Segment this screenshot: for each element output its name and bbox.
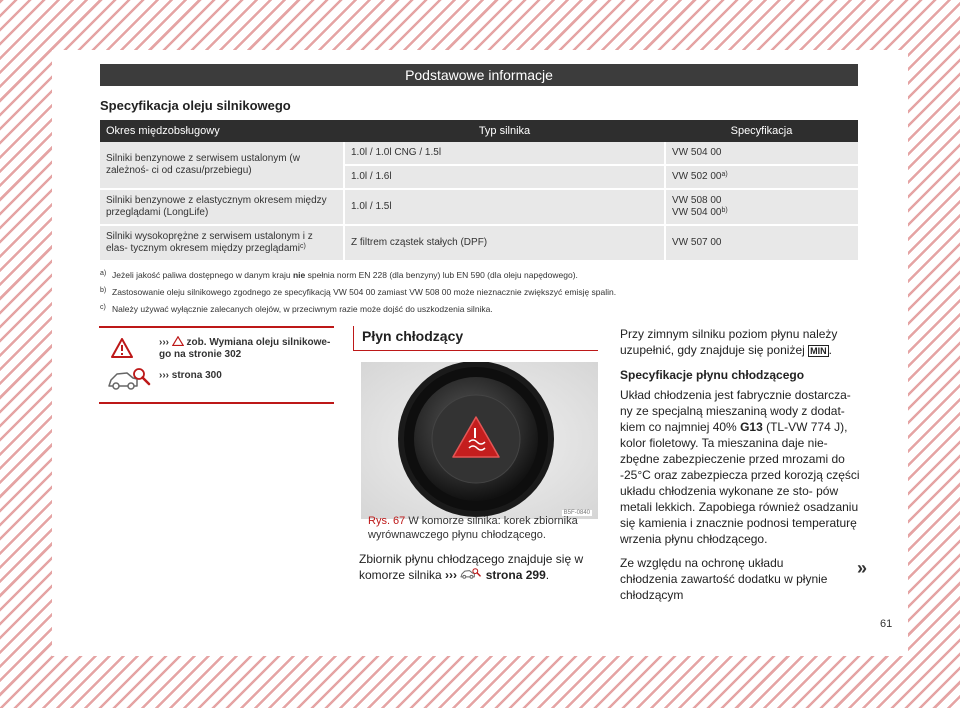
coolant-heading: Płyn chłodzący [353, 326, 598, 351]
coolant-spec-subheading: Specyfikacje płynu chłodzącego [620, 368, 805, 382]
table-row [100, 189, 858, 225]
paragraph [620, 555, 840, 603]
warning-triangle-icon [111, 338, 133, 358]
footnote-text: Należy używać wyłącznie zalecanych olejów, w przeciwnym razie może dojść do uszkodzenia silnika. [112, 304, 493, 314]
footnote-emphasis: nie [292, 270, 306, 280]
car-search-icon [460, 567, 482, 580]
oil-spec-table [100, 120, 858, 262]
min-mark: MIN [810, 346, 827, 356]
chapter-header: Podstawowe informacje [100, 64, 858, 86]
footnote-mark: b) [100, 287, 107, 294]
figure-caption [368, 514, 598, 542]
small-warning-icon [172, 336, 184, 346]
paragraph-text: Przy zimnym silniku poziom płynu należy uzupełnić, gdy znajduje się poniżej [620, 327, 838, 357]
warning-link-text: go na stronie 302 [159, 349, 242, 360]
column-header-interval: Okres międzobsługowy [100, 120, 344, 142]
interval-text: Silniki wysokoprężne z serwisem ustalonym i z elas- tycznym okresem między przeglądami [106, 231, 313, 254]
paragraph [620, 326, 860, 359]
engine-cell: 1.0l / 1.5l [344, 189, 665, 225]
arrow-marker: ››› [159, 337, 169, 348]
coolant-spec-column [620, 326, 860, 611]
interval-cell: Silniki benzynowe z serwisem ustalonym (w zależnoś- ci od czasu/przebiegu) [100, 142, 344, 189]
continued-marker: » [857, 558, 868, 578]
manual-page [52, 50, 908, 656]
section-title: Specyfikacja oleju silnikowego [100, 98, 291, 113]
table-header-row [100, 120, 858, 142]
footnote-mark: c) [100, 304, 106, 311]
paragraph-text: Ze względu na ochronę układu chłodzenia zawartość dodatku w płynie chłodzącym [620, 556, 828, 602]
footnote-text: Jeżeli jakość paliwa dostępnego w danym kraju [112, 270, 293, 280]
cross-reference-box [99, 326, 334, 404]
page-link[interactable]: strona 299 [482, 568, 546, 582]
spec-cell [665, 165, 858, 189]
spec-value: VW 504 00 [672, 207, 722, 218]
footnote-ref: b) [721, 207, 728, 214]
footnote-mark: a) [100, 270, 107, 277]
footnote [100, 267, 860, 284]
coolant-cap-illustration [361, 362, 598, 519]
interval-cell: Silniki benzynowe z elastycznym okresem między przeglądami (LongLife) [100, 189, 344, 225]
column-header-engine: Typ silnika [344, 120, 665, 142]
warning-link-text: zob. Wymiana oleju silnikowe- [183, 337, 331, 348]
coolant-section [353, 326, 598, 516]
footnote-text: spełnia norm EN 228 (dla benzyny) lub EN 590 (dla oleju napędowego). [305, 270, 578, 280]
spec-value: VW 502 00 [672, 171, 722, 182]
warning-reference-text[interactable] [159, 336, 330, 361]
paragraph-text: . [828, 343, 832, 357]
figure-number: Rys. 67 [368, 515, 406, 527]
page-number: 61 [880, 618, 893, 630]
table-row [100, 225, 858, 261]
coolant-body [359, 552, 599, 583]
coolant-cap-photo [361, 362, 598, 519]
spec-cell: VW 504 00 [665, 142, 858, 165]
interval-cell [100, 225, 344, 261]
car-reference-text[interactable] [159, 370, 222, 382]
paragraph-text: (TL-VW 774 J), kolor fioletowy. Ta mieszanina daje nie- zbędne zabezpieczenie przed mrozami do -25°C oraz zabezpiecza przed korozją części układu chłodzenia wykonane ze sto- pów metali lekkich. Zapobiega również osadzaniu się kamienia i znacznie podnosi temperaturę wrzenia płynu chłodzącego. [620, 420, 860, 546]
paragraph [620, 387, 860, 547]
car-search-icon [107, 366, 153, 392]
engine-cell: 1.0l / 1.0l CNG / 1.5l [344, 142, 665, 165]
coolant-type: G13 [740, 420, 763, 434]
spec-cell: VW 507 00 [665, 225, 858, 261]
footnotes [100, 267, 860, 318]
column-header-spec: Specyfikacja [665, 120, 858, 142]
body-text: . [545, 568, 550, 582]
body-text: Zbiornik płynu chłodzącego znajduje się w komorze silnika [359, 552, 584, 582]
table-row [100, 142, 858, 165]
spec-value: VW 508 00 [672, 195, 722, 206]
footnote-ref: a) [721, 171, 728, 178]
footnote-ref: c) [299, 243, 306, 250]
footnote [100, 284, 860, 301]
car-link-text: strona 300 [169, 370, 222, 381]
photo-code: B5F-0840 [563, 510, 590, 516]
arrow-marker: ››› [445, 568, 458, 582]
paragraph-text: Układ chłodzenia jest fabrycznie dostarcza- ny ze specjalną mieszaniną wody z dodat- kiem co najmniej 40% [620, 388, 851, 434]
arrow-marker: ››› [159, 370, 169, 381]
engine-cell: Z filtrem cząstek stałych (DPF) [344, 225, 665, 261]
footnote-text: Zastosowanie oleju silnikowego zgodnego ze specyfikacją VW 504 00 zamiast VW 508 00 może nieznacznie zwiększyć emisję spalin. [112, 287, 617, 297]
caption-text: W komorze silnika: korek zbiornika wyrównawczego płynu chłodzącego. [368, 515, 578, 541]
footnote [100, 301, 860, 318]
spec-cell [665, 189, 858, 225]
engine-cell: 1.0l / 1.6l [344, 165, 665, 189]
